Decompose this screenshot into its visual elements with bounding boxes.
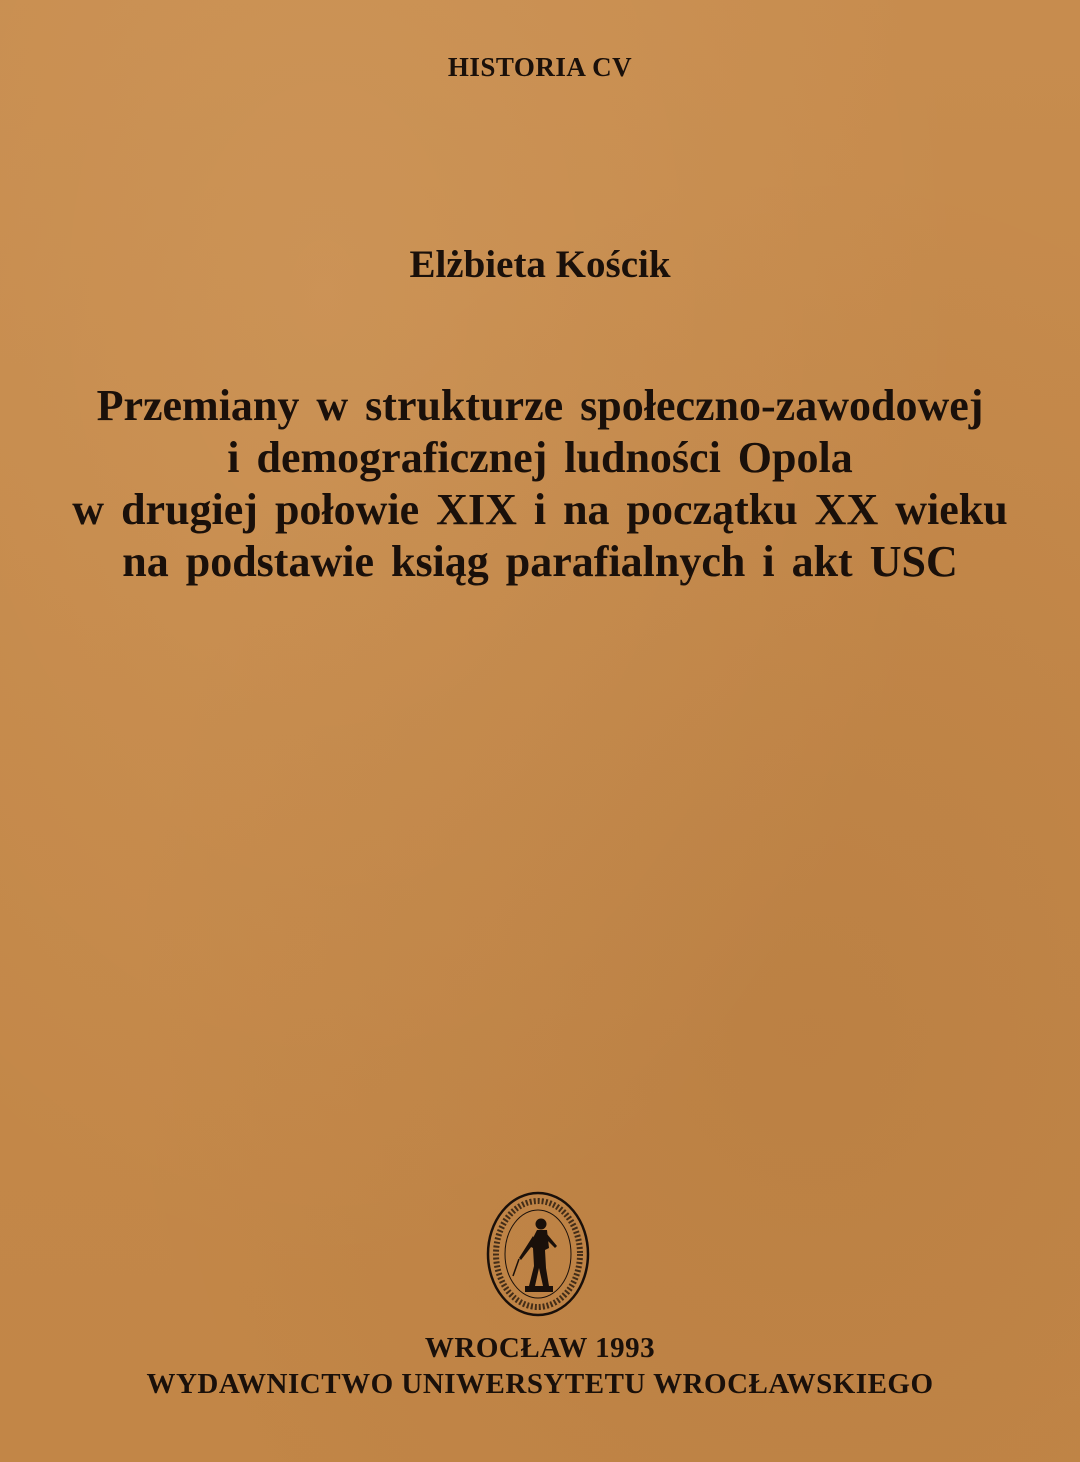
university-seal-icon	[483, 1188, 593, 1320]
title-line: w drugiej połowie XIX i na początku XX wieku	[72, 485, 1008, 534]
place-and-year: WROCŁAW 1993	[424, 1332, 656, 1364]
series-title: HISTORIA CV	[447, 52, 633, 82]
title-line: Przemiany w strukturze społeczno-zawodowej	[96, 381, 984, 430]
title-line: na podstawie ksiąg parafialnych i akt USC	[122, 537, 958, 586]
publisher-name: WYDAWNICTWO UNIWERSYTETU WROCŁAWSKIEGO	[146, 1368, 934, 1400]
author-name: Elżbieta Kościk	[409, 243, 671, 286]
title-line: i demograficznej ludności Opola	[227, 433, 853, 482]
book-title	[60, 380, 1020, 588]
